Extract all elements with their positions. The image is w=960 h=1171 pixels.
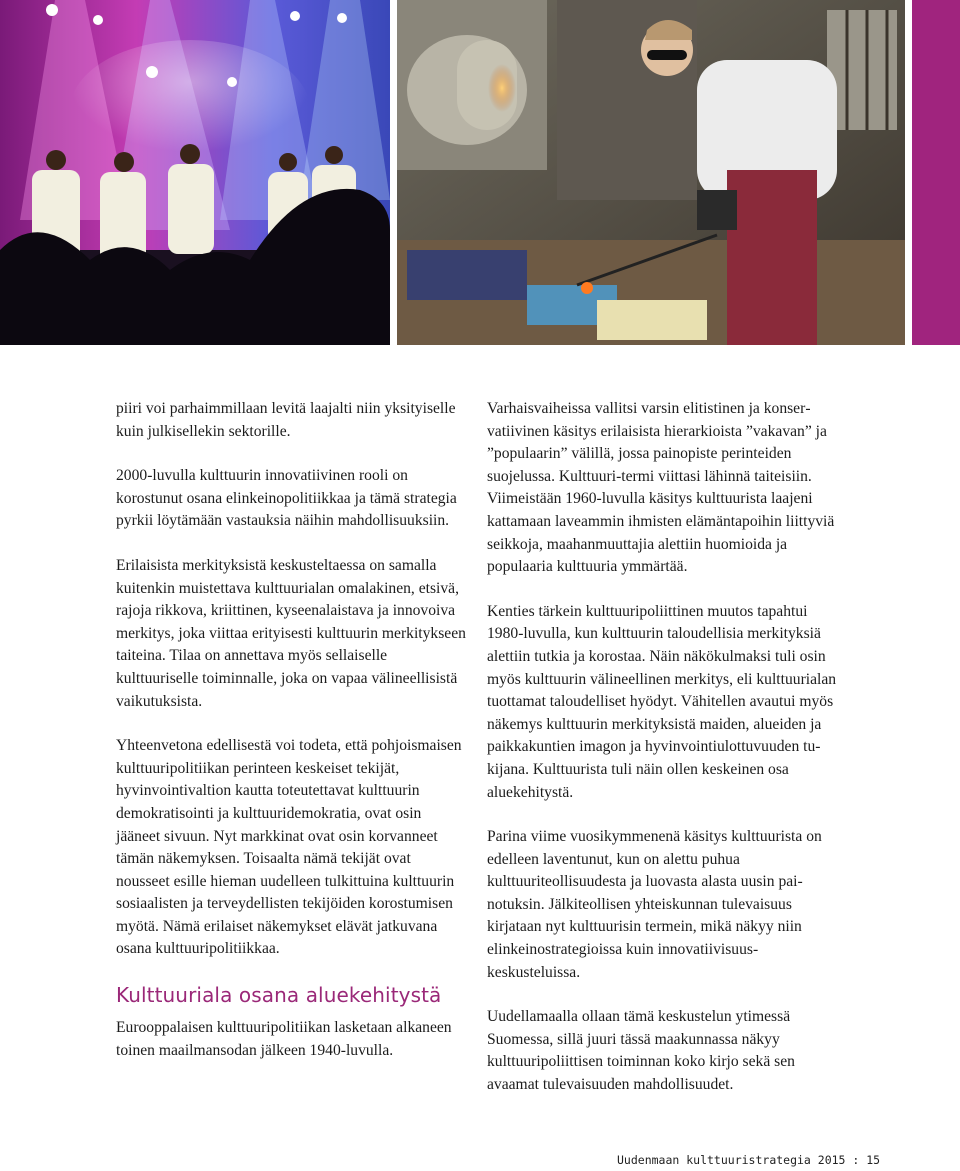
magenta-accent-strip	[912, 0, 960, 345]
paragraph: Eurooppalaisen kulttuuripolitiikan lasketaan alkaneen toinen maailmansodan jälkeen 1940-luvulla.	[116, 1019, 452, 1059]
paragraph: Uudellamaalla ollaan tämä keskustelun ytimessä Suomessa, sillä juuri tässä maakunnassa näkyy kulttuuripoliittisen toiminnan koko kirjo sekä sen avaamat tulevaisuuden mahdollisuudet.	[487, 1008, 795, 1094]
paragraph: Varhaisvaiheissa vallitsi varsin elitistinen ja konservatiivinen käsitys erilaisista hierarkioista ”vakavan” ja ”populaarin” välillä, jossa painopiste perinteiden suojelussa. Kulttuuri-termi viittasi lähinnä taiteisiin. Viimeistään 1960-luvulla käsitys kulttuurista laajeni kattamaan laveammin ihmisten elämäntapoihin liittyviä seikkoja, maahanmuuttajia alettiin huomioida ja populaaria kulttuuria ymmärtää.	[487, 400, 835, 576]
concert-photo	[0, 0, 390, 345]
paragraph: Parina viime vuosikymmenenä käsitys kulttuurista on edelleen laventunut, kun on alettu puhua kulttuuriteollisuudesta ja luovasta alasta uusin painotuksin. Jälkiteollisen yhteiskunnan tulevaisuus kirjataan nyt kulttuurisin termein, mikä näkyy niin elinkeinostrategioissa kuin innovatiivisuuskeskusteluissa.	[487, 828, 822, 981]
right-text-column	[487, 398, 839, 1119]
paragraph: piiri voi parhaimmillaan levitä laajalti niin yksityiselle kuin julkisellekin sektorille.	[116, 400, 456, 440]
paragraph: Kenties tärkein kulttuuripoliittinen muutos tapahtui 1980-luvulla, kun kulttuurin taloudellisia merkityksiä alettiin tutkia ja korostaa. Näin näkökulmaksi tuli osin myös kulttuurin välineellinen merkitys, eli kulttuurialan tuottamat taloudelliset hyödyt. Vähitellen avautui myös näkemys kulttuurin merkityksistä maiden, alueiden ja paikkakuntien imagon ja hyvinvointiulottuvuuden tukijana. Kulttuurista tuli näin ollen keskeinen osa aluekehitystä.	[487, 602, 837, 801]
paragraph: 2000-luvulla kulttuurin innovatiivinen rooli on korostunut osana elinkeinopolitiikkaa ja tämä strategia pyrkii löytämään vastauksia näihin mahdollisuuksiin.	[116, 467, 457, 530]
glassblower-photo	[397, 0, 905, 345]
left-text-column	[116, 398, 468, 1084]
paragraph: Erilaisista merkityksistä keskusteltaessa on samalla kuitenkin muistettava kulttuurialan omalakinen, etsivä, rajoja rikkova, kriittinen, kyseenalaistava ja innovoiva merkitys, joka viittaa erityisesti kulttuurin merkitykseen taiteina. Tilaa on annettava myös sellaiselle kulttuuriselle toiminnalle, joka on vapaa välineellisistä vaikutuksista.	[116, 556, 466, 710]
page-footer: Uudenmaan kulttuuristrategia 2015 : 15	[617, 1153, 881, 1167]
section-heading: Kulttuuriala osana aluekehitystä	[116, 983, 442, 1008]
paragraph: Yhteenvetona edellisestä voi todeta, että pohjoismaisen kulttuuripolitiikan perinteen keskeiset tekijät, hyvinvointivaltion kautta toteutettavat kulttuurin demokratisointi ja kulttuuridemokratia, ovat osin jääneet sivuun. Nyt markkinat ovat osin korvanneet tämän näkemyksen. Toisaalta nämä tekijät ovat nousseet esille hieman uudelleen tulkittuina kulttuurin sosiaalisten ja terveydellisten tekijöiden korostumisen myötä. Nämä erilaiset näkemykset elävät jatkuvana osana kulttuuripolitiikkaa.	[116, 737, 462, 958]
